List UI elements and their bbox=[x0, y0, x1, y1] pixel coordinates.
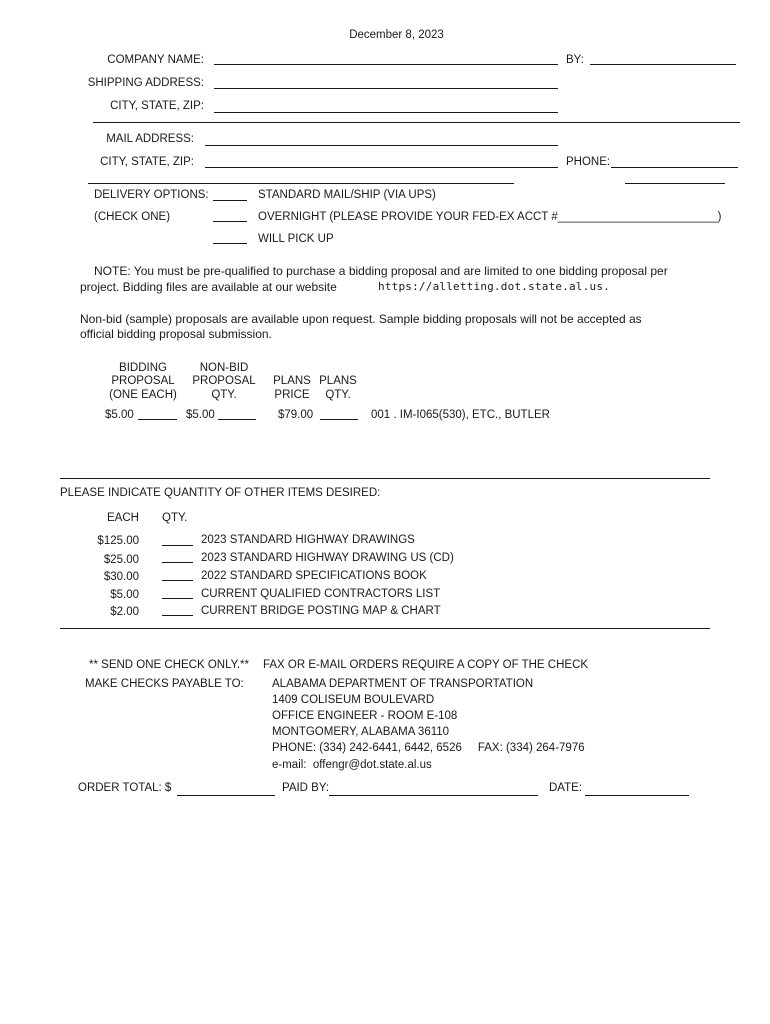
item-price: $125.00 bbox=[97, 535, 139, 547]
plans-qty-header-1: PLANS bbox=[319, 375, 357, 387]
payee-city: MONTGOMERY, ALABAMA 36110 bbox=[272, 726, 450, 738]
delivery-options-label: DELIVERY OPTIONS: bbox=[94, 189, 209, 201]
payee-name: ALABAMA DEPARTMENT OF TRANSPORTATION bbox=[272, 678, 534, 690]
section-divider bbox=[625, 183, 725, 184]
item-name: 2023 STANDARD HIGHWAY DRAWING US (CD) bbox=[201, 552, 454, 564]
phone-label: PHONE: bbox=[566, 156, 611, 168]
city-state-zip-field[interactable] bbox=[214, 112, 558, 113]
bidding-price: $5.00 bbox=[105, 409, 134, 421]
company-name-field[interactable] bbox=[214, 64, 558, 65]
item-name: 2022 STANDARD SPECIFICATIONS BOOK bbox=[201, 570, 427, 582]
delivery-standard-checkbox[interactable] bbox=[213, 200, 247, 201]
item-qty-field[interactable] bbox=[162, 598, 193, 599]
paid-by-label: PAID BY: bbox=[282, 782, 330, 794]
delivery-overnight-checkbox[interactable] bbox=[213, 221, 247, 222]
item-price: $2.00 bbox=[110, 606, 139, 618]
project-description: 001 . IM-I065(530), ETC., BUTLER bbox=[371, 409, 550, 421]
shipping-address-label: SHIPPING ADDRESS: bbox=[87, 77, 204, 89]
item-name: 2023 STANDARD HIGHWAY DRAWINGS bbox=[201, 534, 415, 546]
paid-by-field[interactable] bbox=[329, 795, 538, 796]
nonbid-line-1: Non-bid (sample) proposals are available upon request. Sample bidding proposals will not be accepted as bbox=[80, 312, 642, 326]
mail-address-field[interactable] bbox=[205, 145, 558, 146]
phone-field[interactable] bbox=[611, 167, 738, 168]
delivery-pickup-checkbox[interactable] bbox=[213, 243, 247, 244]
mail-city-state-zip-label: CITY, STATE, ZIP: bbox=[100, 156, 194, 168]
by-field[interactable] bbox=[590, 64, 736, 65]
mail-address-label: MAIL ADDRESS: bbox=[106, 133, 194, 145]
qty-column-header: QTY. bbox=[162, 512, 188, 524]
plans-price-header-1: PLANS bbox=[273, 375, 311, 387]
send-one-check-note: ** SEND ONE CHECK ONLY.** bbox=[89, 659, 249, 671]
plans-qty-header-2: QTY. bbox=[325, 389, 351, 401]
payee-phone-fax: PHONE: (334) 242-6441, 6442, 6526 FAX: (334) 264-7976 bbox=[272, 742, 585, 754]
section-divider bbox=[93, 122, 740, 123]
item-qty-field[interactable] bbox=[162, 545, 193, 546]
nonbid-header-1: NON-BID bbox=[199, 362, 249, 374]
payee-street: 1409 COLISEUM BOULEVARD bbox=[272, 694, 435, 706]
item-price: $30.00 bbox=[103, 571, 139, 583]
mail-city-state-zip-field[interactable] bbox=[205, 167, 558, 168]
order-total-label: ORDER TOTAL: $ bbox=[78, 782, 172, 794]
item-name: CURRENT BRIDGE POSTING MAP & CHART bbox=[201, 605, 441, 617]
payee-email: e-mail: offengr@dot.state.al.us bbox=[272, 759, 432, 771]
item-name: CURRENT QUALIFIED CONTRACTORS LIST bbox=[201, 588, 441, 600]
each-column-header: EACH bbox=[107, 512, 139, 524]
website-link[interactable]: https://alletting.dot.state.al.us. bbox=[378, 280, 610, 293]
delivery-pickup-option: WILL PICK UP bbox=[258, 233, 334, 245]
other-items-heading: PLEASE INDICATE QUANTITY OF OTHER ITEMS DESIRED: bbox=[60, 487, 381, 499]
bidding-qty-field[interactable] bbox=[138, 419, 177, 420]
section-divider bbox=[88, 183, 514, 184]
section-divider bbox=[60, 628, 710, 629]
note-line-2: project. Bidding files are available at our website bbox=[80, 280, 337, 294]
fax-order-note: FAX OR E-MAIL ORDERS REQUIRE A COPY OF THE CHECK bbox=[263, 659, 589, 671]
nonbid-qty-field[interactable] bbox=[218, 419, 256, 420]
payable-to-label: MAKE CHECKS PAYABLE TO: bbox=[85, 678, 244, 690]
delivery-standard-option: STANDARD MAIL/SHIP (VIA UPS) bbox=[258, 189, 436, 201]
delivery-overnight-option: OVERNIGHT (PLEASE PROVIDE YOUR FED-EX ACCT #_________________________) bbox=[258, 211, 722, 223]
note-line-1: NOTE: You must be pre-qualified to purchase a bidding proposal and are limited to one bidding proposal per bbox=[94, 264, 668, 278]
nonbid-header-2: PROPOSAL bbox=[192, 375, 256, 387]
order-total-field[interactable] bbox=[177, 795, 275, 796]
date-field[interactable] bbox=[585, 795, 689, 796]
city-state-zip-label: CITY, STATE, ZIP: bbox=[110, 100, 204, 112]
plans-price: $79.00 bbox=[278, 409, 314, 421]
plans-qty-field[interactable] bbox=[320, 419, 358, 420]
nonbid-line-2: official bidding proposal submission. bbox=[80, 327, 272, 341]
item-qty-field[interactable] bbox=[162, 615, 193, 616]
item-qty-field[interactable] bbox=[162, 580, 193, 581]
date-label: DATE: bbox=[549, 782, 583, 794]
bidding-header-3: (ONE EACH) bbox=[109, 389, 177, 401]
item-price: $25.00 bbox=[103, 554, 139, 566]
plans-price-header-2: PRICE bbox=[274, 389, 310, 401]
section-divider bbox=[60, 478, 710, 479]
item-price: $5.00 bbox=[110, 589, 139, 601]
shipping-address-field[interactable] bbox=[214, 88, 558, 89]
nonbid-price: $5.00 bbox=[186, 409, 215, 421]
bidding-header-1: BIDDING bbox=[119, 362, 167, 374]
payee-office: OFFICE ENGINEER - ROOM E-108 bbox=[272, 710, 458, 722]
item-qty-field[interactable] bbox=[162, 562, 193, 563]
by-label: BY: bbox=[566, 54, 584, 66]
form-date: December 8, 2023 bbox=[349, 29, 444, 41]
check-one-label: (CHECK ONE) bbox=[94, 211, 171, 223]
nonbid-header-3: QTY. bbox=[211, 389, 237, 401]
company-name-label: COMPANY NAME: bbox=[107, 54, 204, 66]
bidding-header-2: PROPOSAL bbox=[111, 375, 175, 387]
